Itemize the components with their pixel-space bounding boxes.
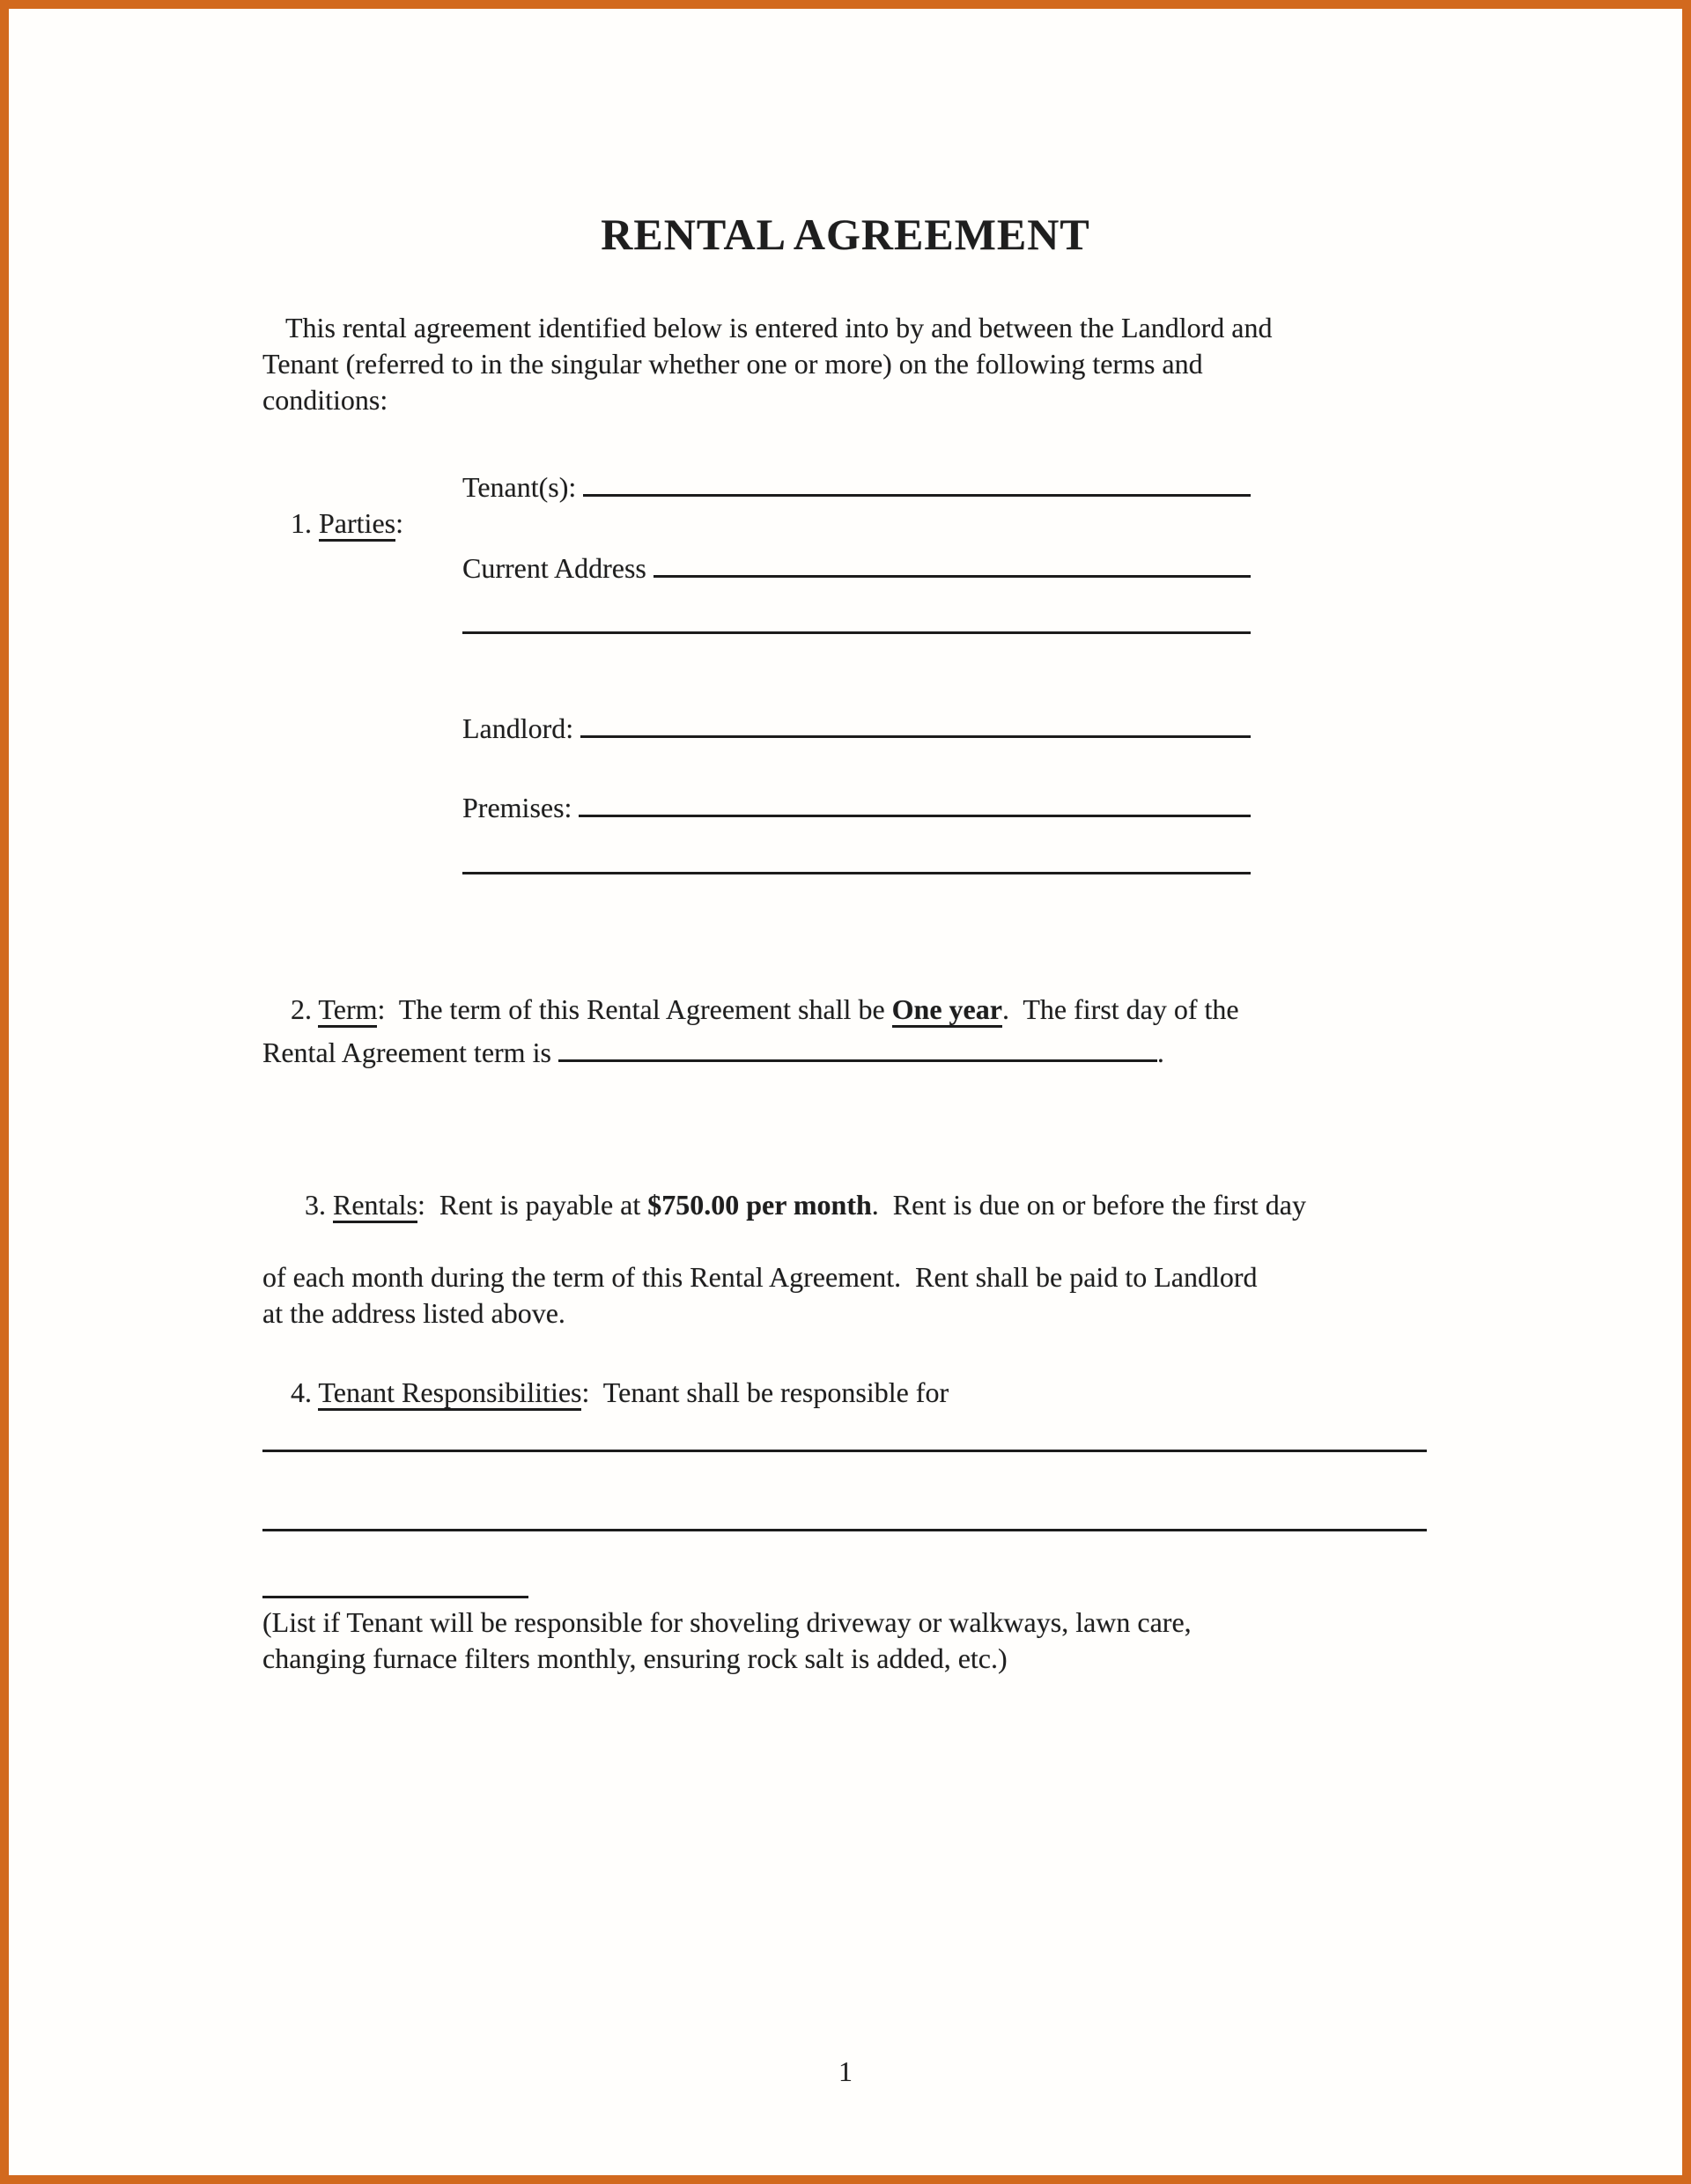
term-start-date-label: Rental Agreement term is (262, 1037, 558, 1068)
section-term-text-2: . The first day of the (1001, 993, 1239, 1025)
responsibilities-blank-line-1 (262, 1450, 1427, 1452)
section-term-label: Term (318, 993, 377, 1028)
section-rentals-label: Rentals (333, 1189, 417, 1223)
landlord-blank-line (580, 735, 1251, 738)
section-rentals-line-3: at the address listed above. (262, 1297, 565, 1329)
term-start-date-blank-line (558, 1059, 1157, 1062)
section-parties-heading (262, 469, 403, 578)
premises-label: Premises: (462, 792, 580, 823)
footnote-line-2: changing furnace filters monthly, ensuring rock salt is added, etc.) (262, 1642, 1008, 1674)
landlord-field-row (462, 711, 1251, 747)
tenant-label: Tenant(s): (462, 471, 584, 503)
section-parties-label: Parties (319, 507, 395, 542)
rent-amount-highlight: $750.00 per month (647, 1189, 872, 1221)
current-address-field-row (462, 550, 1251, 587)
section-responsibilities-heading (262, 1339, 949, 1447)
section-term-number: 2. (291, 993, 319, 1025)
intro-line-1: This rental agreement identified below is entered into by and between the Landlord and (285, 312, 1273, 343)
address-continuation-blank-line (462, 631, 1251, 634)
section-responsibilities-label: Tenant Responsibilities (318, 1376, 581, 1411)
footnote-line-1: (List if Tenant will be responsible for shoveling driveway or walkways, lawn care, (262, 1606, 1192, 1638)
responsibilities-footnote (262, 1605, 1192, 1677)
current-address-blank-line (654, 575, 1251, 578)
section-responsibilities-number: 4. (291, 1376, 319, 1408)
section-rentals-number: 3. (305, 1189, 333, 1221)
section-rentals-paragraph (262, 1151, 1306, 1332)
tenant-blank-line (583, 494, 1251, 497)
premises-continuation-blank-line (462, 872, 1251, 874)
document-title: RENTAL AGREEMENT (601, 210, 1090, 259)
term-one-year-highlight: One year (892, 993, 1002, 1028)
section-rentals-text-2: . Rent is due on or before the first day (871, 1189, 1306, 1221)
responsibilities-blank-line-2 (262, 1529, 1427, 1531)
section-responsibilities-text-1: : Tenant shall be responsible for (581, 1376, 949, 1408)
intro-paragraph (262, 310, 1273, 418)
intro-line-3: conditions: (262, 384, 388, 416)
section-parties-number: 1. (291, 507, 319, 539)
responsibilities-blank-line-3 (262, 1596, 528, 1598)
section-parties-colon: : (395, 507, 403, 539)
landlord-label: Landlord: (462, 712, 581, 744)
page-number: 1 (838, 2055, 853, 2087)
section-rentals-line-1 (262, 1151, 1306, 1259)
premises-blank-line (579, 815, 1251, 817)
section-rentals-line-2: of each month during the term of this Rental Agreement. Rent shall be paid to Landlord (262, 1261, 1258, 1293)
tenant-field-row (462, 469, 1251, 505)
term-start-date-row (262, 1035, 1164, 1071)
current-address-label: Current Address (462, 552, 654, 584)
section-term-text-1: : The term of this Rental Agreement shall be (377, 993, 892, 1025)
premises-field-row (462, 790, 1251, 826)
term-start-date-period: . (1156, 1037, 1164, 1068)
intro-line-2: Tenant (referred to in the singular whether one or more) on the following terms and (262, 348, 1203, 380)
section-rentals-text-1: : Rent is payable at (417, 1189, 648, 1221)
